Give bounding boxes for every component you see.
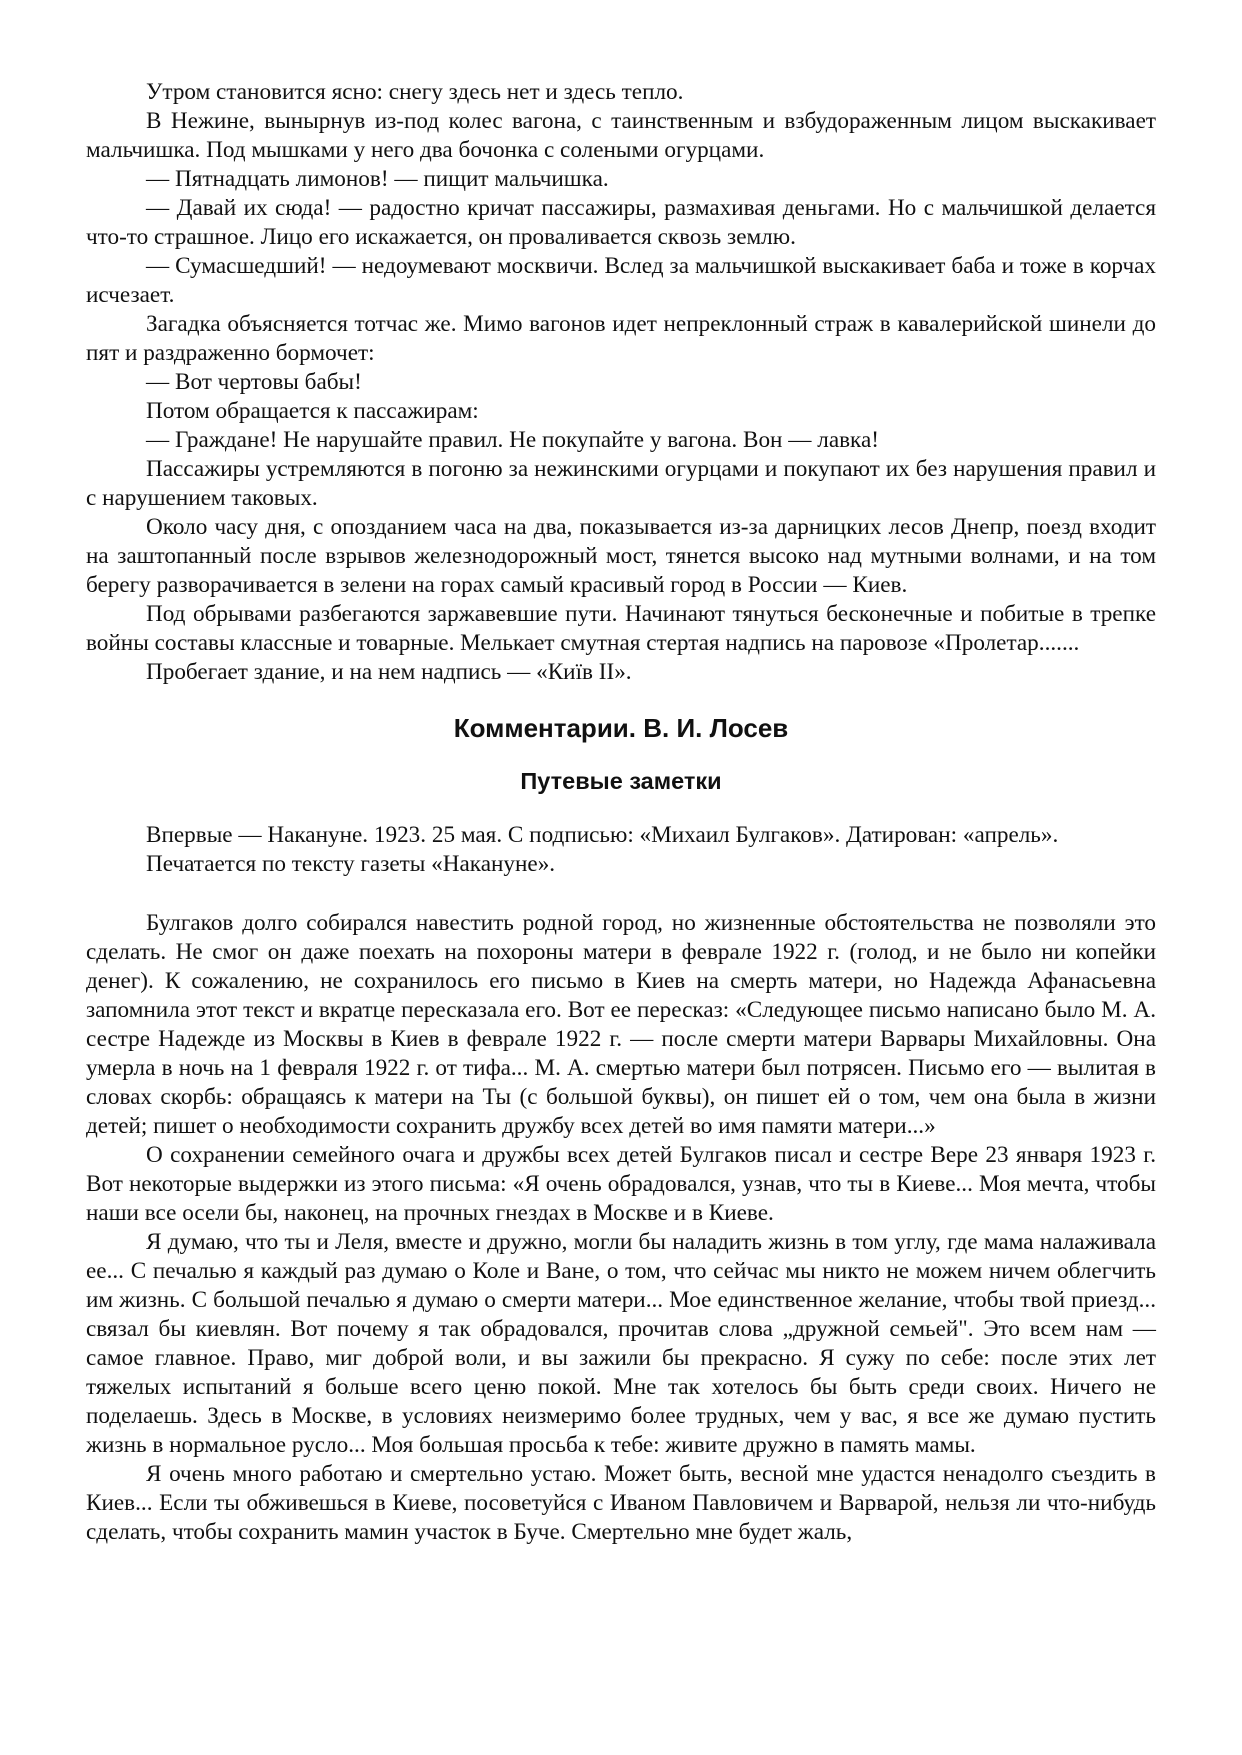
story-paragraph: Под обрывами разбегаются заржавевшие пути. Начинают тянуться бесконечные и побитые в трепке войны составы классные и товарные. Мелькает смутная стертая надпись на паровозе «Пролетар....... [86,601,1156,656]
story-section [86,78,1156,687]
document-page [86,78,1156,1547]
commentary-paragraph: Я думаю, что ты и Леля, вместе и дружно, могли бы наладить жизнь в том углу, где мама налаживала ее... С печалью я каждый раз думаю о Коле и Ване, о том, что сейчас мы никто не можем ничем облегчить им жизнь. С большой печалью я думаю о смерти матери... Мое единственное желание, чтобы твой приезд... связал бы киевлян. Вот почему я так обрадовался, прочитав слова „дружной семьей". Это всем нам — самое главное. Право, миг доброй воли, и вы зажили бы прекрасно. Я сужу по себе: после этих лет тяжелых испытаний я больше всего ценю покой. Мне так хотелось бы быть среди своих. Ничего не поделаешь. Здесь в Москве, в условиях неизмеримо более трудных, чем у вас, я все же думаю пустить жизнь в нормальное русло... Моя большая просьба к тебе: живите дружно в память мамы. [86,1229,1156,1458]
source-line: Впервые — Накануне. 1923. 25 мая. С подписью: «Михаил Булгаков». Датирован: «апрель». [146,822,1059,848]
story-paragraph: Потом обращается к пассажирам: [146,398,479,424]
story-paragraph: — Сумасшедший! — недоумевают москвичи. Вслед за мальчишкой выскакивает баба и тоже в корчах исчезает. [86,253,1156,308]
story-paragraph: Пассажиры устремляются в погоню за нежинскими огурцами и покупают их без нарушения правил и с нарушением таковых. [86,456,1156,511]
story-paragraph: Утром становится ясно: снегу здесь нет и здесь тепло. [146,79,684,105]
commentary-title: Комментарии. В. И. Лосев [453,713,789,743]
story-paragraph: Около часу дня, с опозданием часа на два, показывается из-за дарницких лесов Днепр, поезд входит на заштопанный после взрывов железнодорожный мост, тянется высоко над мутными волнами, и на том берегу разворачивается в зелени на горах самый красивый город в России — Киев. [86,514,1156,598]
story-paragraph: — Давай их сюда! — радостно кричат пассажиры, размахивая деньгами. Но с мальчишкой делается что-то страшное. Лицо его искажается, он проваливается сквозь землю. [86,195,1156,250]
story-paragraph: — Граждане! Не нарушайте правил. Не покупайте у вагона. Вон — лавка! [146,427,879,453]
source-line: Печатается по тексту газеты «Накануне». [146,851,556,877]
publication-source [86,821,1156,879]
story-paragraph: — Пятнадцать лимонов! — пищит мальчишка. [146,166,609,192]
commentary-paragraph: О сохранении семейного очага и дружбы всех детей Булгаков писал и сестре Вере 23 января 1923 г. Вот некоторые выдержки из этого письма: «Я очень обрадовался, узнав, что ты в Киеве... Моя мечта, чтобы наши все осели бы, наконец, на прочных гнездах в Москве и в Киеве. [86,1142,1156,1226]
story-paragraph: В Нежине, вынырнув из-под колес вагона, с таинственным и взбудораженным лицом выскакивает мальчишка. Под мышками у него два бочонка с солеными огурцами. [86,108,1156,163]
story-paragraph: — Вот чертовы бабы! [146,369,362,395]
story-paragraph: Пробегает здание, и на нем надпись — «Київ II». [146,659,632,685]
commentary-paragraph: Я очень много работаю и смертельно устаю. Может быть, весной мне удастся ненадолго съездить в Киев... Если ты обживешься в Киеве, посоветуйся с Иваном Павловичем и Варварой, нельзя ли что-нибудь сделать, чтобы сохранить мамин участок в Буче. Смертельно мне будет жаль, [86,1461,1156,1545]
commentary-paragraph: Булгаков долго собирался навестить родной город, но жизненные обстоятельства не позволяли это сделать. Не смог он даже поехать на похороны матери в феврале 1922 г. (голод, и не было ни копейки денег). К сожалению, не сохранилось его письмо в Киев на смерть матери, но Надежда Афанасьевна запомнила этот текст и вкратце пересказала его. Вот ее пересказ: «Следующее письмо написано было М. А. сестре Надежде из Москвы в Киев в феврале 1922 г. — после смерти матери Варвары Михайловны. Она умерла в ночь на 1 февраля 1922 г. от тифа... М. А. смертью матери был потрясен. Письмо его — вылитая в словах скорбь: обращаясь к матери на Ты (с большой буквы), он пишет ей о том, чем она была в жизни детей; пишет о необходимости сохранить дружбу всех детей во имя памяти матери...» [86,910,1156,1139]
commentary-section [86,909,1156,1547]
commentary-subtitle: Путевые заметки [520,768,722,794]
story-paragraph: Загадка объясняется тотчас же. Мимо вагонов идет непреклонный страж в кавалерийской шинели до пят и раздраженно бормочет: [86,311,1156,366]
section-spacer [86,879,1156,909]
